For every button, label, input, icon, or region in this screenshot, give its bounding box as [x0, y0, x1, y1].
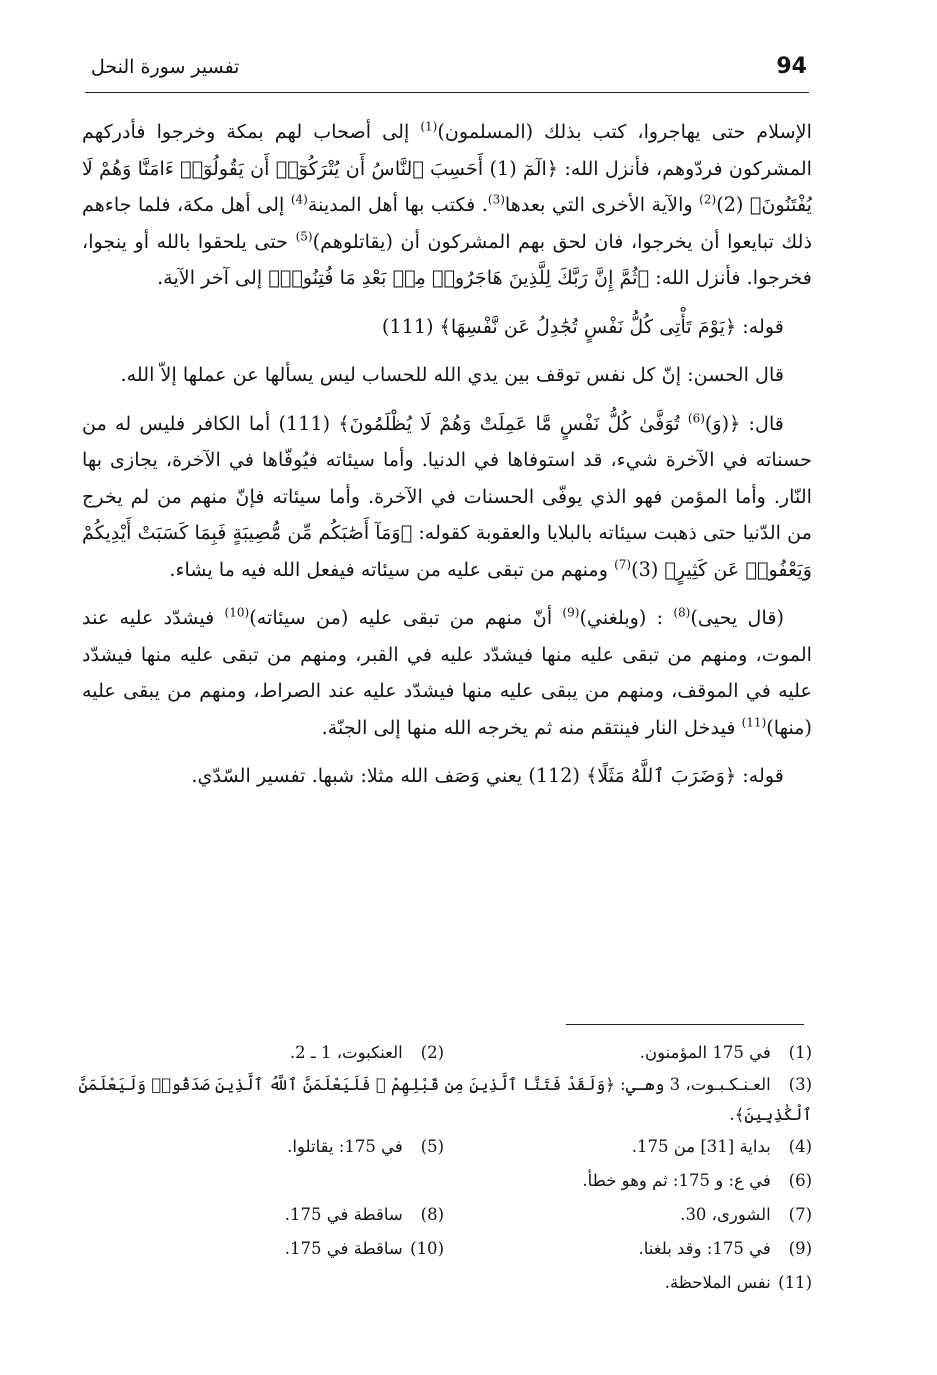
footnote-number: (3) — [788, 1075, 812, 1094]
footnote-ref: (11) — [741, 715, 767, 730]
text-run: إلى أهل مكة، فلما جاءهم ذلك تبايعوا أن يخرجوا، فان لحق بهم المشركون أن (يقاتلوهم) — [82, 193, 813, 253]
footnote-text: في 175 المؤمنون. — [639, 1043, 771, 1062]
text-run: إلى آخر الآية. — [157, 266, 269, 289]
text-run: قال: ﴿(وَ) — [704, 411, 784, 435]
footnote-empty — [76, 1164, 444, 1198]
footnote-number: (4) — [788, 1137, 812, 1156]
text-run: (2) — [716, 193, 750, 216]
footnote-6 — [444, 1164, 812, 1198]
footnote-number: (9) — [788, 1239, 812, 1258]
footnote-7 — [444, 1198, 812, 1232]
footnote-number: (2) — [420, 1043, 444, 1062]
paragraph-3 — [82, 357, 812, 394]
footnote-row — [76, 1164, 812, 1198]
footnote-text: الشورى، 30. — [680, 1205, 771, 1224]
footnote-text: في 175: يقاتلوا. — [287, 1137, 403, 1156]
footnote-number: (11) — [778, 1273, 812, 1292]
footnote-ref: (1) — [420, 119, 438, 134]
text-run: : (وبلغني) — [579, 606, 674, 629]
paragraph-2 — [82, 309, 812, 346]
footnote-ref: (7) — [614, 557, 632, 572]
footnote-row — [76, 1036, 812, 1070]
footnote-10 — [76, 1232, 444, 1266]
footnote-11 — [444, 1266, 812, 1300]
footnote-row — [76, 1198, 812, 1232]
footnote-text: ساقطة في 175. — [284, 1239, 403, 1258]
footnote-row — [76, 1266, 812, 1300]
text-run: فيدخل النار فينتقم منه ثم يخرجه الله منها إلى الجنّة. — [321, 715, 742, 739]
text-run: (111) أما الكافر فليس له من حسناته في الآخرة شيء، قد استوفاها في الدنيا. وأما سيئاته فيُوفّاها في الآخرة، يجازى بها النّار. وأما المؤمن فهو الذي يوفّى الحسنات في الآخرة. وأما سيئاته فإنّ منهم من لم يخرج من الدّنيا حتى ذهبت سيئاته بالبلايا والعقوبة كقوله: — [82, 411, 812, 544]
page-number: 94 — [776, 54, 807, 79]
footnote-text: العـنـكـبـوت، 3 وهـي: ﴿وَلَقَدْ فَتَنَّا ٱلَّذِينَ مِن قَبْلِهِمْ ۖ فَلَيَعْلَمَنَّ ٱللَّهُ ٱلَّذِينَ صَدَقُوا۟ وَلَيَعْلَمَنَّ ٱلْكَٰذِبِينَ﴾. — [78, 1075, 812, 1124]
footnotes — [76, 1036, 812, 1300]
footnote-row — [76, 1070, 812, 1130]
footnote-text: العنكبوت، 1 ـ 2. — [289, 1043, 403, 1062]
main-text — [82, 114, 812, 807]
footnote-ref: (3) — [487, 192, 505, 207]
text-run: ومنهم من تبقى عليه من سيئاته فيفعل الله فيه ما يشاء. — [169, 557, 615, 581]
text-run: قوله: — [736, 314, 784, 338]
quran-quote: تُوَفَّىٰ كُلُّ نَفْسٍ مَّا عَمِلَتْ وَهُمْ لَا يُظْلَمُونَ﴾ — [338, 411, 688, 435]
text-run: . فكتب بها أهل المدينة — [307, 193, 488, 216]
footnote-row — [76, 1232, 812, 1266]
text-run: والآية الأخرى التي بعدها — [504, 193, 700, 216]
footnote-1 — [444, 1036, 812, 1070]
quran-quote: ﴿الٓمٓ (1) أَحَسِبَ ٱلنَّاسُ أَن يُتْرَكُوٓا۟ أَن يَقُولُوٓا۟ ءَامَنَّا وَهُمْ لَا يُفْتَنُونَ﴾ — [82, 156, 812, 216]
paragraph-5 — [82, 600, 812, 746]
footnote-3 — [76, 1070, 812, 1130]
footnote-empty — [76, 1266, 444, 1300]
footnote-number: (1) — [788, 1043, 812, 1062]
text-run: الإسلام حتى يهاجروا، كتب بذلك (المسلمون) — [437, 120, 812, 143]
footnote-text: نفس الملاحظة. — [664, 1273, 771, 1292]
footnote-number: (5) — [420, 1137, 444, 1156]
text-run: إلى أصحاب لهم بمكة وخرجوا فأدركهم المشركون فردّوهم، فأنزل الله: — [82, 120, 812, 180]
text-run: فيشدّد عليه عند الموت، ومنهم من تبقى عليه منها فيشدّد عليه في القبر، ومنهم من تبقى عليه منها فيشدّد عليه في الموقف، ومنهم من يبقى عليه منها فيشدّد عليه عند الصراط، ومنهم من يبقى عليه (منها) — [82, 606, 812, 739]
footnote-text: في 175: وقد بلغنا. — [638, 1239, 771, 1258]
text-run: قال الحسن: إنّ كل نفس توقف بين يدي الله للحساب ليس يسألها عن عملها إلاّ الله. — [120, 363, 784, 386]
text-run: أنّ منهم من تبقى عليه (من سيئاته) — [249, 606, 563, 629]
text-run: حتى يلحقوا بالله أو ينجوا، فخرجوا. فأنزل الله: — [82, 229, 812, 289]
text-run: (قال يحيى) — [690, 606, 784, 629]
paragraph-1 — [82, 114, 812, 297]
footnote-number: (8) — [420, 1205, 444, 1224]
footnote-2 — [76, 1036, 444, 1070]
text-run: (111) — [381, 314, 440, 338]
text-run: (112) يعني وَصَف الله مثلا: شبها. تفسير السّدّي. — [191, 764, 587, 787]
paragraph-4 — [82, 406, 812, 589]
footnote-ref: (4) — [290, 192, 308, 207]
footnote-number: (10) — [410, 1239, 444, 1258]
footnote-9 — [444, 1232, 812, 1266]
page-header — [85, 48, 809, 93]
text-run: (3) — [631, 557, 665, 581]
quran-quote: ﴿يَوْمَ تَأْتِى كُلُّ نَفْسٍ تُجَٰدِلُ عَن نَّفْسِهَا﴾ — [439, 314, 737, 338]
footnote-text: ساقطة في 175. — [284, 1205, 403, 1224]
paragraph-6 — [82, 758, 812, 795]
footnote-5 — [76, 1130, 444, 1164]
footnote-text: في ع: و 175: ثم وهو خطأ. — [582, 1171, 771, 1190]
footnote-divider — [566, 1024, 804, 1025]
footnote-number: (6) — [788, 1171, 812, 1190]
footnote-8 — [76, 1198, 444, 1232]
quran-quote: ﴿ثُمَّ إِنَّ رَبَّكَ لِلَّذِينَ هَاجَرُوا۟ مِنۢ بَعْدِ مَا فُتِنُوا۟﴾ — [268, 266, 650, 289]
quran-quote: ﴿وَمَآ أَصَٰبَكُم مِّن مُّصِيبَةٍ فَبِمَا كَسَبَتْ أَيْدِيكُمْ وَيَعْفُوا۟ عَن كَثِيرٍ﴾ — [82, 521, 812, 581]
footnote-ref: (2) — [699, 192, 717, 207]
footnote-4 — [444, 1130, 812, 1164]
quran-quote: ﴿وَضَرَبَ ٱللَّهُ مَثَلًا﴾ — [586, 764, 737, 787]
text-run: قوله: — [736, 764, 784, 787]
footnote-ref: (5) — [295, 229, 313, 244]
footnote-row — [76, 1130, 812, 1164]
footnote-ref: (10) — [224, 605, 250, 620]
running-title: تفسير سورة النحل — [91, 56, 240, 78]
footnote-text: بداية [31] من 175. — [631, 1137, 771, 1156]
footnote-ref: (8) — [673, 605, 691, 620]
footnote-number: (7) — [788, 1205, 812, 1224]
footnote-ref: (6) — [687, 411, 705, 426]
footnote-ref: (9) — [562, 605, 580, 620]
